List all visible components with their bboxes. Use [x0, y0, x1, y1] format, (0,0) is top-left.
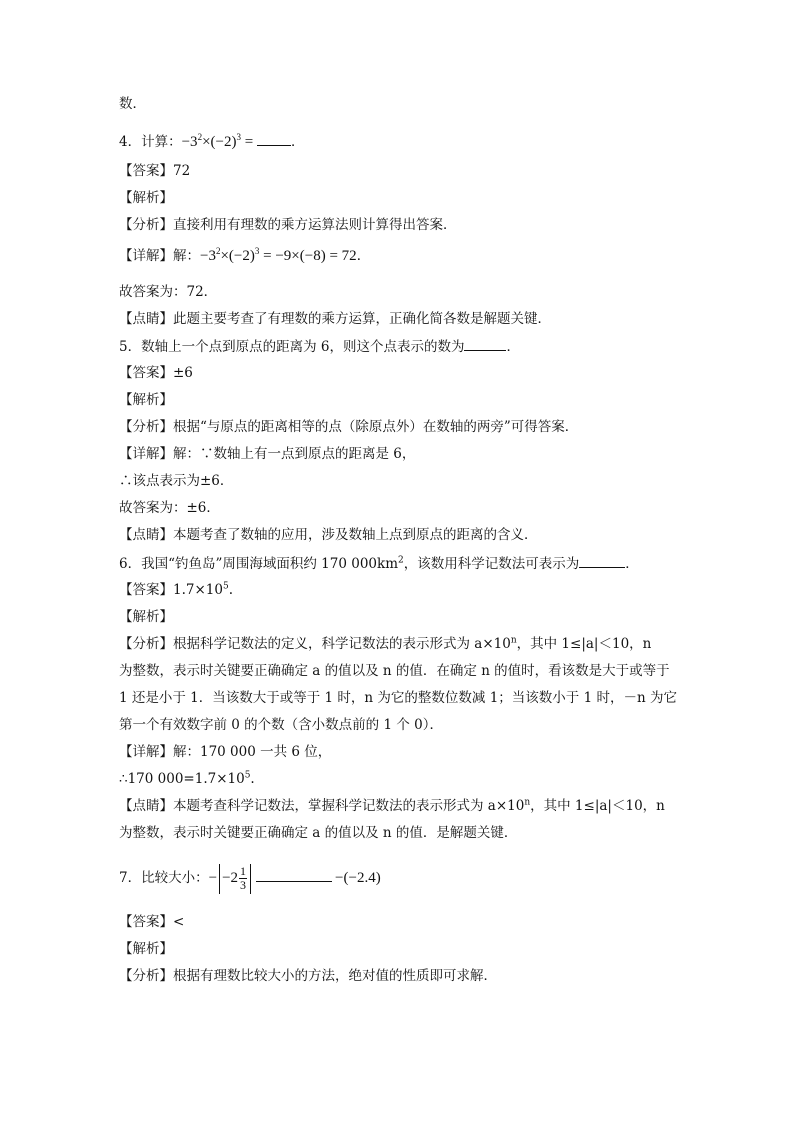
fraction	[239, 865, 247, 892]
math-term: =	[240, 134, 257, 150]
key-point-line	[119, 796, 665, 816]
math-term: −(−2.4)	[335, 870, 381, 886]
question-7	[119, 860, 381, 896]
analysis-heading: 【解析】	[119, 609, 173, 625]
exponent: 5	[222, 581, 229, 592]
analysis-line: 1 还是小于 1．当该数大于或等于 1 时，n 为它的整数位数减 1；当该数小于 1 时，－n 为它	[119, 690, 677, 706]
math-term: ×(−2)	[220, 248, 255, 264]
key-point-line: 【点睛】此题主要考查了有理数的乘方运算，正确化简各数是解题关键．	[119, 311, 551, 327]
math-term: −	[208, 870, 218, 886]
analysis-heading: 【解析】	[119, 190, 173, 206]
analysis-line: 为整数，表示时关键要正确确定 a 的值以及 n 的值．在确定 n 的值时，看该数是大于或等于	[119, 663, 670, 679]
math-term: −2	[222, 870, 239, 886]
absolute-value-bar	[250, 864, 251, 894]
key-point-text: 【点睛】本题考查科学记数法，掌握科学记数法的表示形式为 a×10	[119, 798, 525, 814]
punctuation: ．	[290, 134, 305, 150]
math-expression	[182, 134, 257, 150]
question-label: 7．比较大小：	[119, 870, 209, 886]
therefore-text: ∴170 000=1.7×10	[119, 771, 245, 787]
answer-blank	[579, 553, 625, 568]
exponent: 3	[236, 132, 241, 142]
answer-line	[119, 580, 233, 600]
question-5	[119, 336, 520, 357]
key-point-text: ，其中 1≤|a|＜10，n	[530, 798, 665, 814]
exponent: n	[524, 797, 531, 808]
answer-line: 【答案】<	[119, 914, 185, 930]
analysis-text: 【分析】根据科学记数法的定义，科学记数法的表示形式为 a×10	[119, 636, 511, 652]
exponent: n	[510, 635, 517, 646]
text-line: 数．	[119, 96, 146, 112]
punctuation: .	[228, 582, 233, 598]
analysis-heading: 【解析】	[119, 392, 173, 408]
answer-blank	[464, 336, 506, 351]
math-term: ×(−2)	[202, 134, 237, 150]
fraction-numerator: 1	[240, 864, 247, 879]
key-point-line: 为整数，表示时关键要正确确定 a 的值以及 n 的值．是解题关键．	[119, 825, 518, 841]
punctuation: ．	[356, 248, 371, 264]
answer-blank	[256, 867, 332, 882]
analysis-heading: 【解析】	[119, 941, 173, 957]
exponent: 3	[254, 246, 260, 256]
math-term: −3	[181, 134, 198, 150]
question-6	[119, 553, 639, 574]
therefore-line	[119, 769, 255, 789]
question-text: ，该数用科学记数法可表示为	[403, 556, 580, 572]
therefore-line: ∴该点表示为±6．	[119, 473, 234, 489]
question-label: 4．计算：	[119, 134, 182, 150]
detail-label: 【详解】解：	[119, 248, 200, 264]
punctuation: ．	[625, 556, 639, 572]
absolute-value-bar	[219, 864, 220, 894]
question-text: 5．数轴上一个点到原点的距离为 6，则这个点表示的数为	[119, 339, 465, 355]
key-point-line: 【点睛】本题考查了数轴的应用，涉及数轴上点到原点的距离的含义．	[119, 527, 538, 543]
math-term: = −9×(−8) = 72	[259, 248, 357, 264]
analysis-line: 【分析】根据“与原点的距离相等的点（除原点外）在数轴的两旁”可得答案．	[119, 419, 579, 435]
punctuation: ．	[506, 339, 520, 355]
answer-line: 【答案】±6	[119, 365, 193, 381]
analysis-line	[119, 634, 651, 654]
detail-line: 【详解】解：∵数轴上有一点到原点的距离是 6，	[119, 446, 416, 462]
analysis-line: 【分析】直接利用有理数的乘方运算法则计算得出答案．	[119, 217, 457, 233]
exponent: 5	[244, 770, 251, 781]
exponent: 2	[398, 555, 404, 566]
exponent: 2	[197, 132, 203, 142]
answer-blank	[257, 131, 291, 146]
analysis-line: 第一个有效数字前 0 的个数（含小数点前的 1 个 0）．	[119, 717, 443, 733]
detail-line: 【详解】解：170 000 一共 6 位，	[119, 744, 332, 760]
analysis-line: 【分析】根据有理数比较大小的方法，绝对值的性质即可求解．	[119, 968, 497, 984]
math-expression	[200, 248, 357, 264]
math-term: −3	[200, 248, 216, 264]
question-4	[119, 131, 304, 152]
answer-line: 【答案】72	[119, 163, 191, 179]
question-text: 6．我国“钓鱼岛”周围海域面积约 170 000km	[119, 556, 398, 572]
fraction-denominator: 3	[240, 878, 247, 893]
punctuation: .	[250, 771, 255, 787]
conclusion-line: 故答案为：±6．	[119, 500, 220, 516]
math-expression	[208, 864, 253, 893]
detail-line	[119, 246, 370, 266]
exponent: 2	[215, 246, 221, 256]
analysis-text: ，其中 1≤|a|＜10，n	[516, 636, 652, 652]
answer-text: 【答案】1.7×10	[119, 582, 223, 598]
conclusion-line: 故答案为：72．	[119, 284, 218, 300]
